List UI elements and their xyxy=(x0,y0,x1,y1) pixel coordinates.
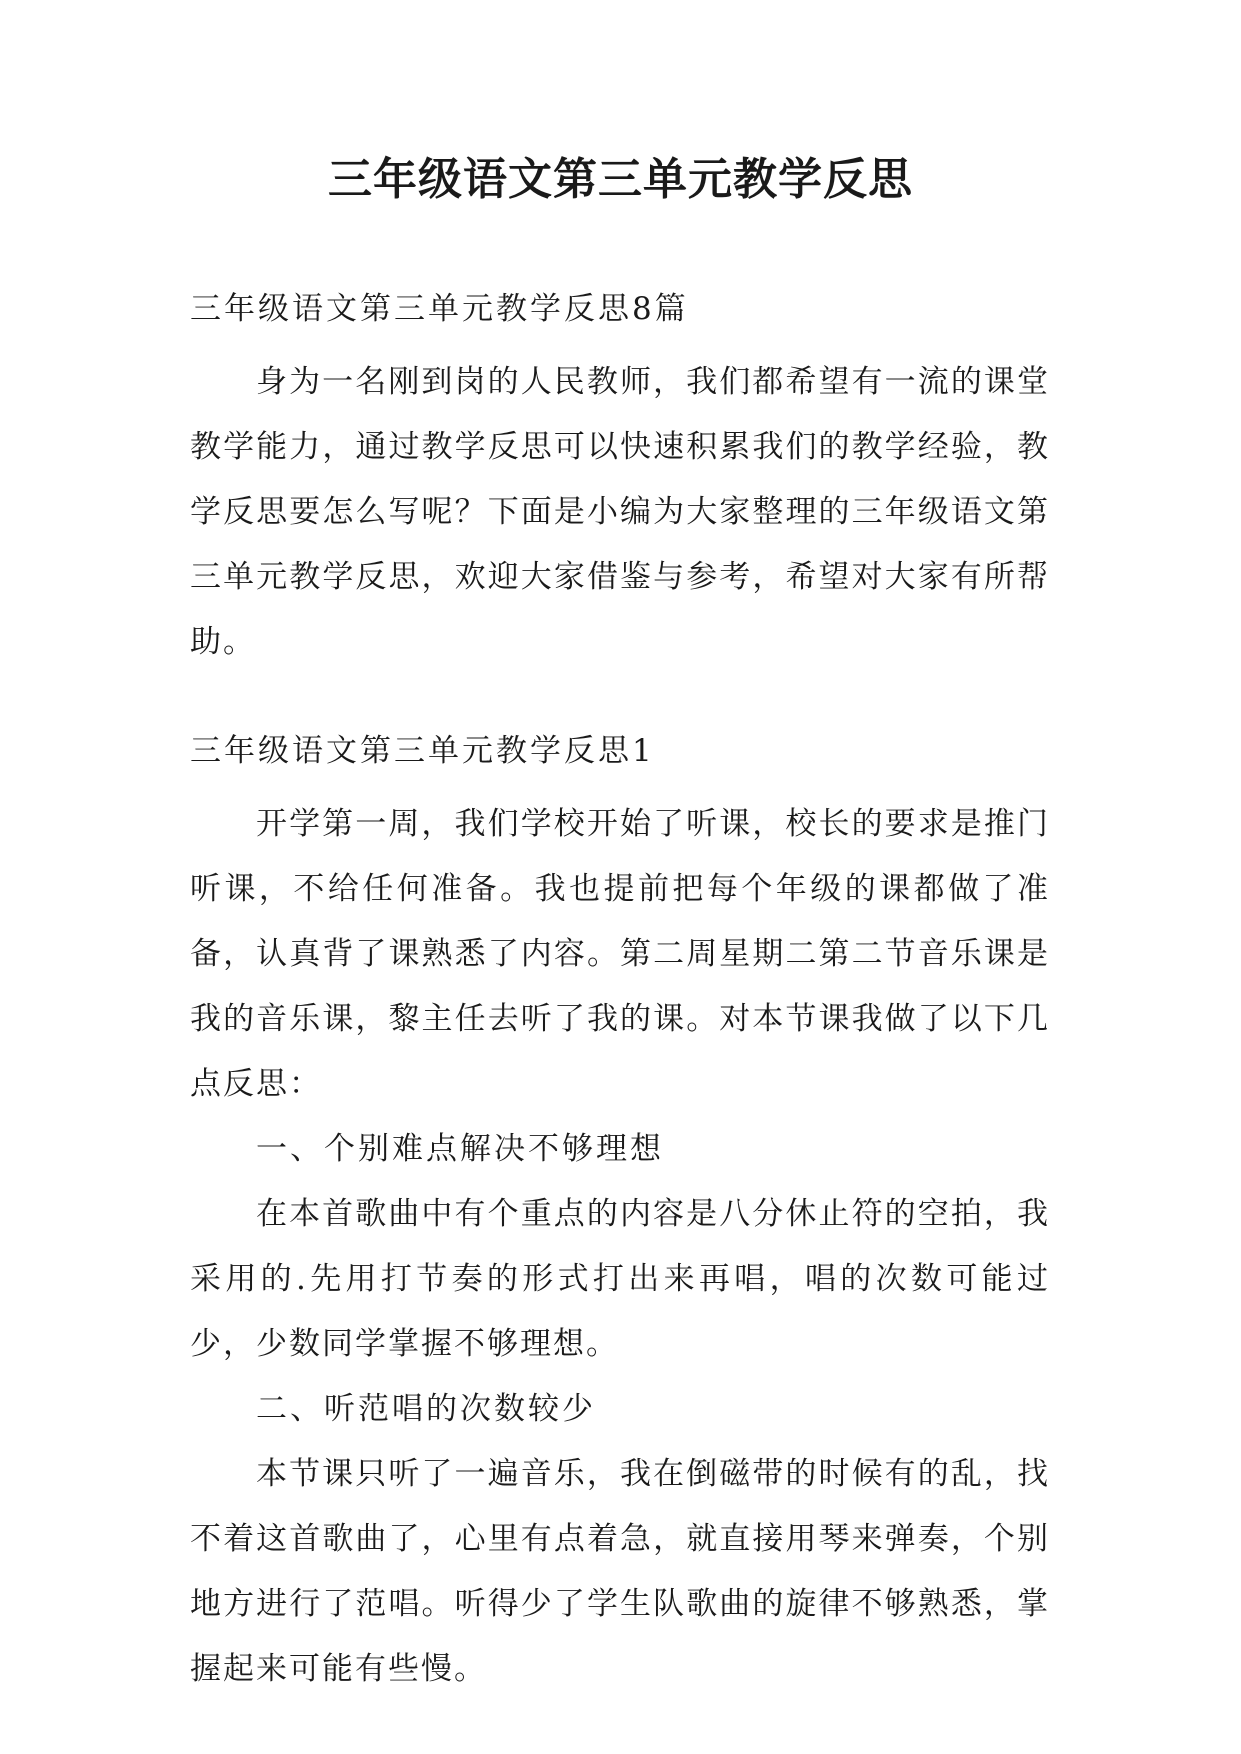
section-paragraph: 开学第一周，我们学校开始了听课，校长的要求是推门听课，不给任何准备。我也提前把每个年级的课都做了准备，认真背了课熟悉了内容。第二周星期二第二节音乐课是我的音乐课，黎主任去听了我的课。对本节课我做了以下几点反思： xyxy=(190,806,1050,1102)
point-paragraph: 本节课只听了一遍音乐，我在倒磁带的时候有的乱，找不着这首歌曲了，心里有点着急，就直接用琴来弹奏，个别地方进行了范唱。听得少了学生队歌曲的旋律不够熟悉，掌握起来可能有些慢。 xyxy=(190,1456,1050,1687)
point-paragraph: 在本首歌曲中有个重点的内容是八分休止符的空拍，我采用的.先用打节奏的形式打出来再唱，唱的次数可能过少，少数同学掌握不够理想。 xyxy=(190,1196,1050,1362)
section-heading: 三年级语文第三单元教学反思1 xyxy=(190,733,655,769)
document-title: 三年级语文第三单元教学反思 xyxy=(328,154,913,205)
intro-paragraph: 身为一名刚到岗的人民教师，我们都希望有一流的课堂教学能力，通过教学反思可以快速积累我们的教学经验，教学反思要怎么写呢？下面是小编为大家整理的三年级语文第三单元教学反思，欢迎大家借鉴与参考，希望对大家有所帮助。 xyxy=(190,364,1050,660)
section-gap xyxy=(190,675,1050,727)
document-body xyxy=(190,285,1050,1702)
point-heading: 一、个别难点解决不够理想 xyxy=(256,1131,664,1167)
point-heading: 二、听范唱的次数较少 xyxy=(256,1391,596,1427)
document-subtitle: 三年级语文第三单元教学反思8篇 xyxy=(190,291,689,327)
